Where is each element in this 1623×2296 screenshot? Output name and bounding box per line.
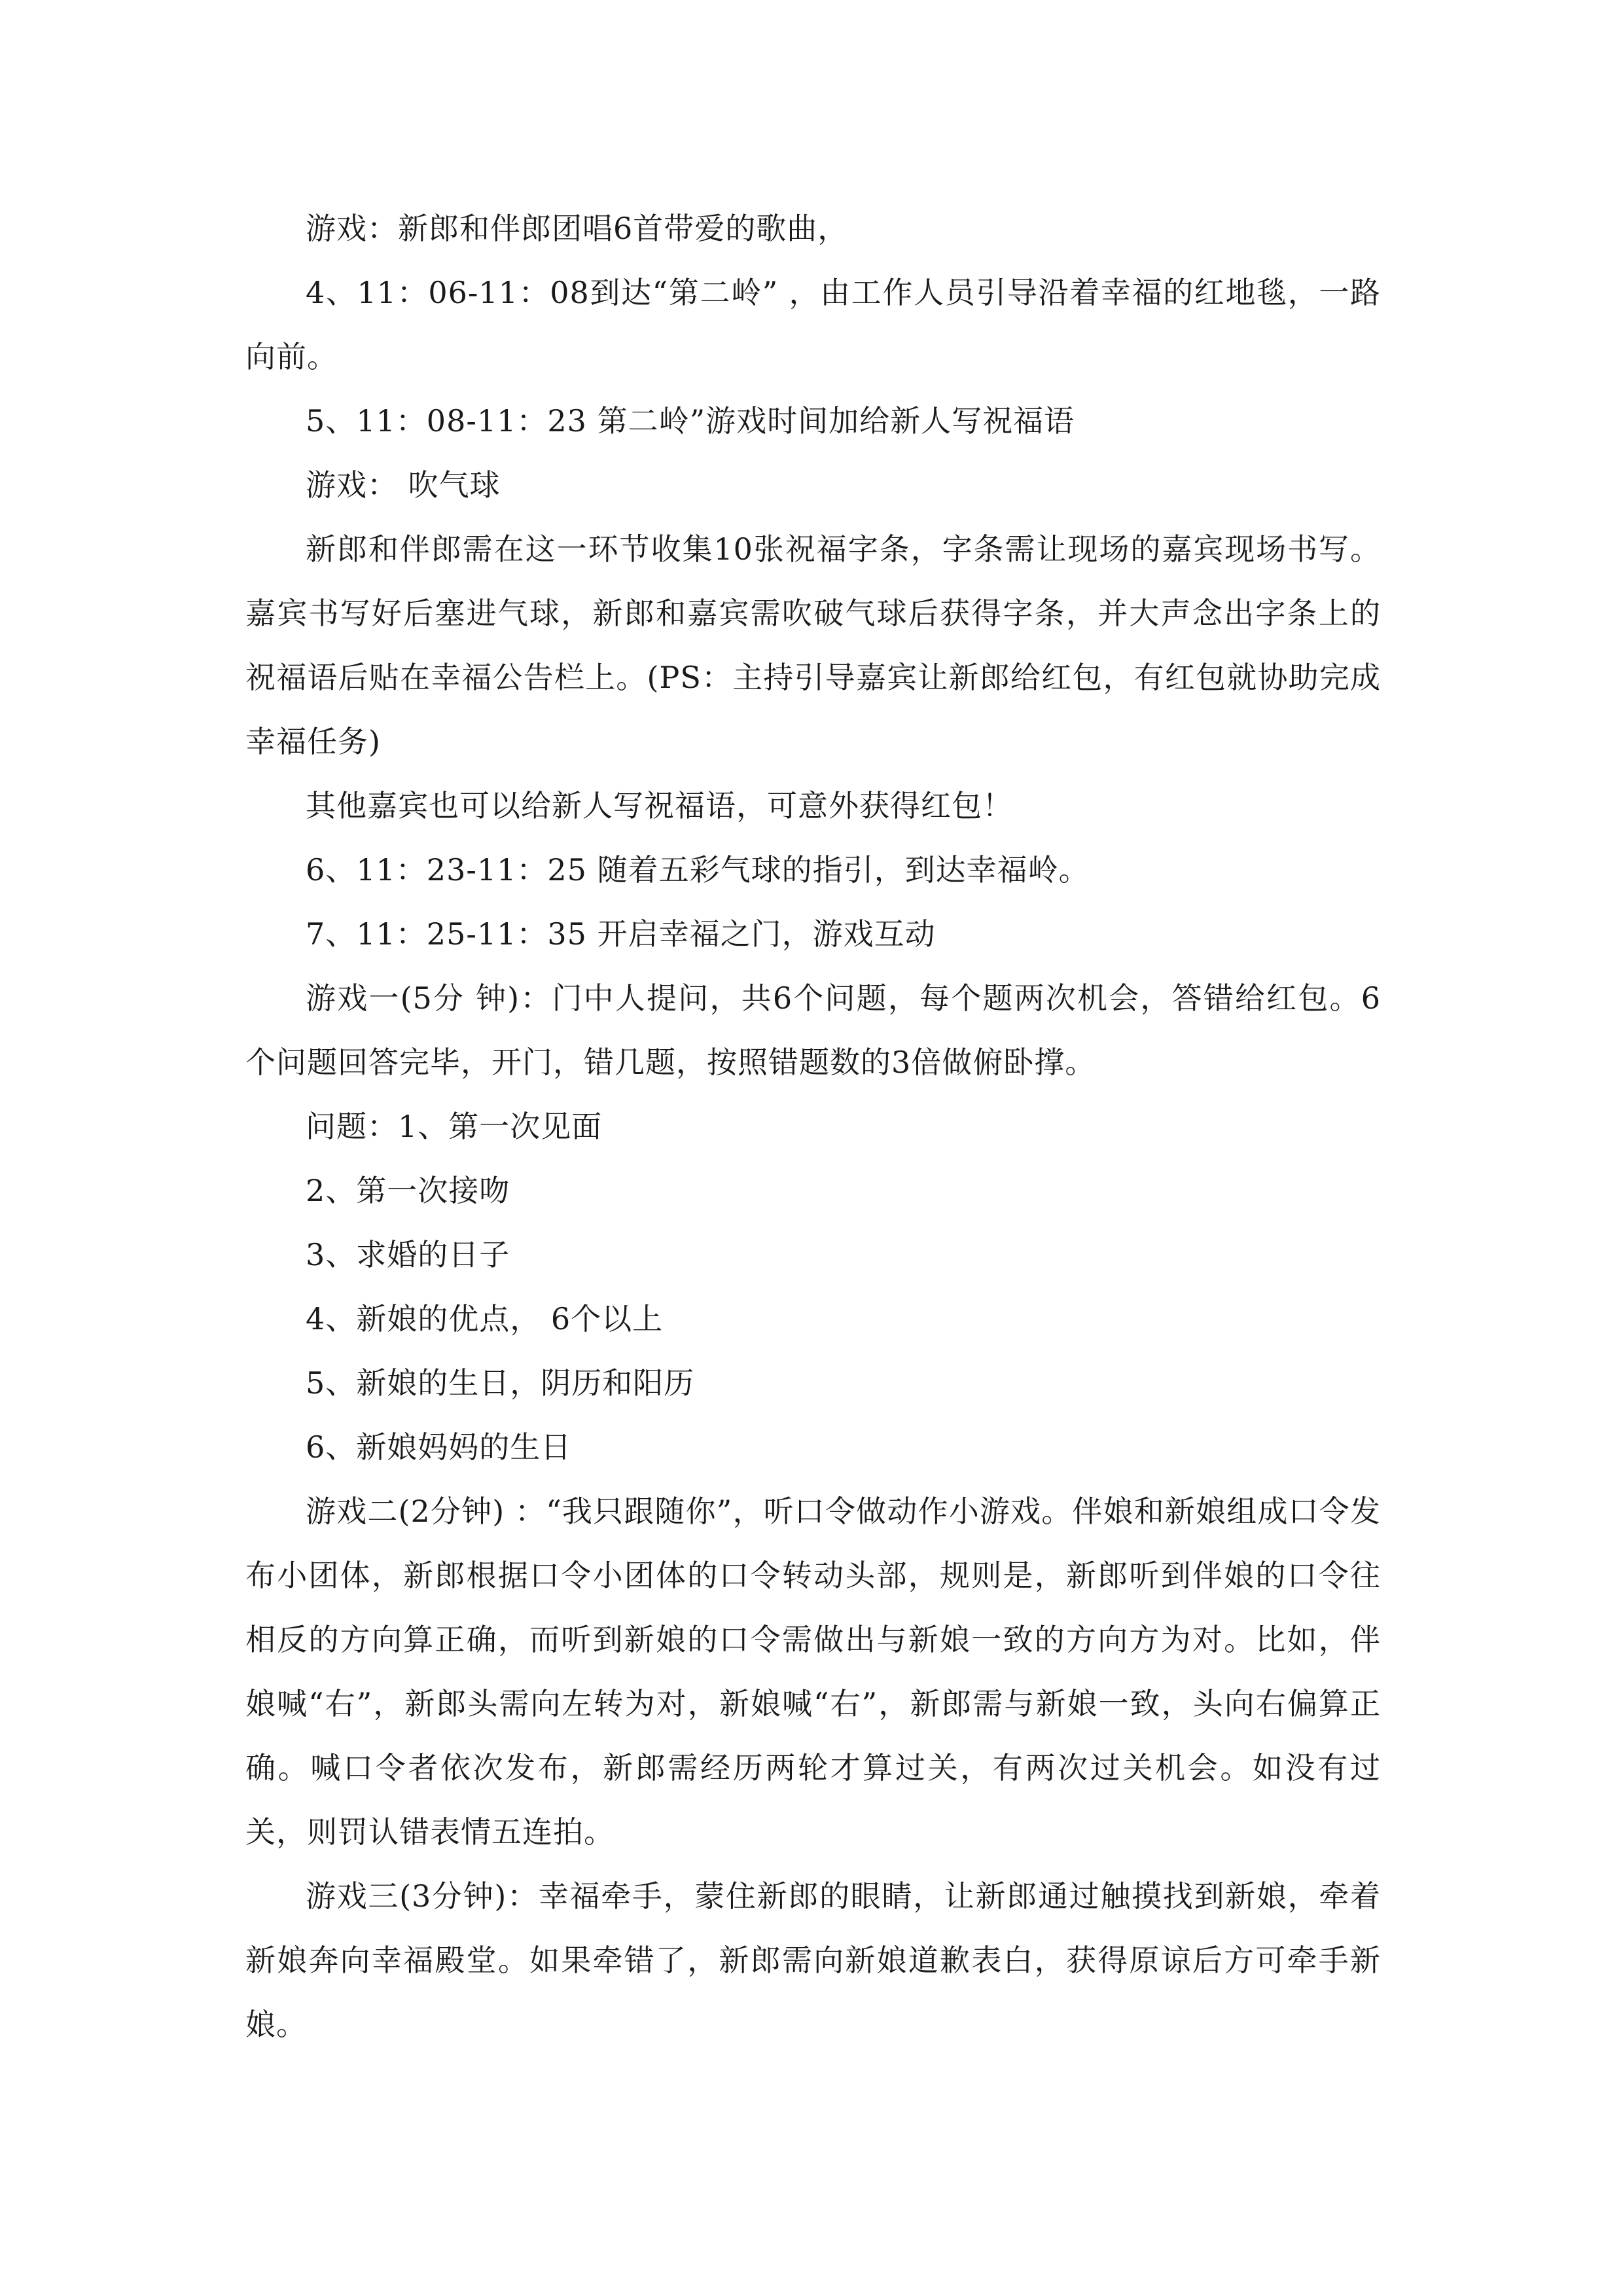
paragraph-step-4: 4、11：06-11：08到达“第二岭” ，由工作人员引导沿着幸福的红地毯，一路向前。 [245,275,1381,374]
paragraph-step-7: 7、11：25-11：35 开启幸福之门，游戏互动 [306,916,936,952]
paragraph-game-song: 游戏：新郎和伴郎团唱6首带爱的歌曲， [306,211,849,246]
paragraph-game-balloon: 游戏： 吹气球 [306,467,501,503]
paragraph-question-1: 问题：1、第一次见面 [306,1109,603,1144]
paragraph-question-6: 6、新娘妈妈的生日 [306,1429,572,1465]
paragraph-balloon-rules: 新郎和伴郎需在这一环节收集10张祝福字条，字条需让现场的嘉宾现场书写。嘉宾书写好后塞进气球，新郎和嘉宾需吹破气球后获得字条，并大声念出字条上的祝福语后贴在幸福公告栏上。(PS：主持引导嘉宾让新郎给红包，有红包就协助完成幸福任务) [245,531,1381,759]
paragraph-question-4: 4、新娘的优点， 6个以上 [306,1301,664,1336]
document-body [245,196,1381,2056]
paragraph-question-5: 5、新娘的生日，阴历和阳历 [306,1365,695,1401]
paragraph-game-two: 游戏二(2分钟) ：“我只跟随你”，听口令做动作小游戏。伴娘和新娘组成口令发布小团体，新郎根据口令小团体的口令转动头部，规则是，新郎听到伴娘的口令往相反的方向算正确，而听到新娘的口令需做出与新娘一致的方向方为对。比如，伴娘喊“右”，新郎头需向左转为对，新娘喊“右”，新郎需与新娘一致，头向右偏算正确。喊口令者依次发布，新郎需经历两轮才算过关，有两次过关机会。如没有过关，则罚认错表情五连拍。 [245,1494,1381,1850]
paragraph-game-three: 游戏三(3分钟)：幸福牵手，蒙住新郎的眼睛，让新郎通过触摸找到新娘，牵着新娘奔向幸福殿堂。如果牵错了，新郎需向新娘道歉表白，获得原谅后方可牵手新娘。 [245,1878,1381,2042]
paragraph-step-5: 5、11：08-11：23 第二岭”游戏时间加给新人写祝福语 [306,403,1075,439]
paragraph-game-one: 游戏一(5分 钟)：门中人提问，共6个问题，每个题两次机会，答错给红包。6个问题回答完毕，开门，错几题，按照错题数的3倍做俯卧撑。 [245,980,1381,1080]
paragraph-other-guests: 其他嘉宾也可以给新人写祝福语，可意外获得红包！ [306,788,1013,823]
paragraph-question-3: 3、求婚的日子 [306,1237,510,1272]
paragraph-step-6: 6、11：23-11：25 随着五彩气球的指引，到达幸福岭。 [306,852,1090,888]
paragraph-question-2: 2、第一次接吻 [306,1173,510,1208]
